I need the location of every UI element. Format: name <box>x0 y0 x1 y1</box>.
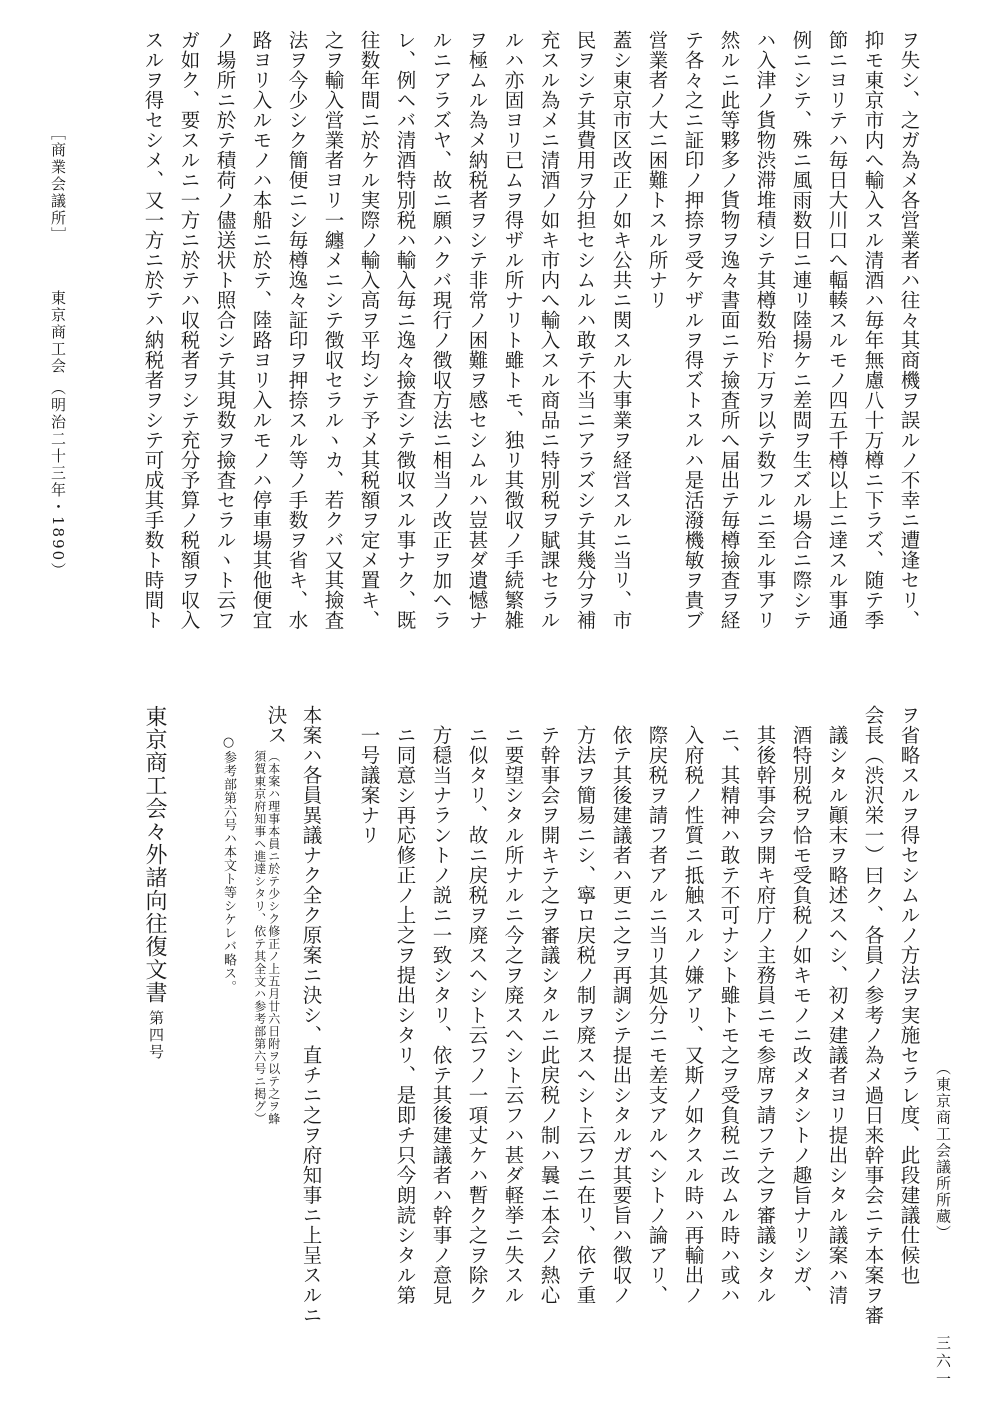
resolution-note-a: （本案ハ理事本員ニ於テ少シク修正ノ上五月廿六日附ヲ以テ之ヲ蜂 <box>266 750 281 1125</box>
lower-column: 依テ其後建議者ハ更ニ之ヲ再調シテ提出シタルガ其要旨ハ徴収ノ <box>609 725 633 1305</box>
upper-column: 充スル為メニ清酒ノ如キ市内へ輸入スル商品ニ特別税ヲ賦課セラル <box>537 30 561 630</box>
header-era: （明治二十三年・1890） <box>49 380 67 580</box>
upper-column: 抑モ東京市内へ輸入スル清酒ハ毎年無慮八十万樽ニ下ラズ、随テ季 <box>861 30 885 630</box>
upper-column: ヲ極ムル為メ納税者ヲシテ非常ノ困難ヲ感セシムルハ豈甚ダ遺憾ナ <box>465 30 489 630</box>
lower-column: ヲ省略スルヲ得セシムルノ方法ヲ実施セラレ度、此段建議仕候也 <box>897 705 921 1285</box>
upper-column: 例ニシテ、殊ニ風雨数日ニ連リ陸揚ケニ差閊ヲ生ズル場合ニ際シテ <box>789 30 813 630</box>
page-number: 三六一 <box>934 1335 952 1389</box>
upper-column: 之ヲ輸入営業者ヨリ一纏メニシテ徴収セラルヽカ、若クバ又其撿査 <box>321 30 345 630</box>
lower-column: 際戻税ヲ請フ者アルニ当リ其処分ニモ差支アルヘシトノ論アリ、 <box>645 725 669 1305</box>
resolution-note-b: 須賀東京府知事ヘ進達シタリ、依テ其全文ハ参考部第六号ニ掲グ） <box>252 750 267 1125</box>
lower-column: ニ同意シ再応修正ノ上之ヲ提出シタリ、是即チ只今朗読シタル第 <box>393 725 417 1305</box>
lower-column: ニ似タリ、故ニ戻税ヲ廃スヘシト云フノ一項丈ケハ暫ク之ヲ除ク <box>465 725 489 1305</box>
section-title: 東京商工会々外諸向往復文書 <box>142 705 167 1004</box>
resolution-main: 決ス <box>264 705 288 745</box>
upper-column: ノ場所ニ於テ積荷ノ儘送状ト照合シテ其現数ヲ撿査セラルヽト云フ <box>213 30 237 630</box>
lower-column: 会長（渋沢栄一）曰ク、各員ノ参考ノ為メ過日来幹事会ニテ本案ヲ審 <box>861 705 885 1325</box>
upper-column: 営業者ノ大ニ困難トスル所ナリ <box>645 30 669 310</box>
lower-column: ニ要望シタル所ナルニ今之ヲ廃スヘシト云フハ甚ダ軽挙ニ失スル <box>501 725 525 1305</box>
header-category: ［商業会議所］ <box>49 125 67 244</box>
upper-column: ルニアラズヤ、故ニ願ハクバ現行ノ徴収方法ニ相当ノ改正ヲ加ヘラ <box>429 30 453 630</box>
upper-column: ハ入津ノ貨物渋滞堆積シテ其樽数殆ド万ヲ以テ数フルニ至ル事アリ <box>753 30 777 630</box>
lower-column: 入府税ノ性質ニ抵触スルノ嫌アリ、又斯ノ如クスル時ハ再輸出ノ <box>681 725 705 1305</box>
section-number: 第四号 <box>147 1010 165 1061</box>
lower-column: 方法ヲ簡易ニシ、寧ロ戻税ノ制ヲ廃スヘシト云フニ在リ、依テ重 <box>573 725 597 1305</box>
lower-column: テ幹事会ヲ開キテ之ヲ審議シタルニ此戻税ノ制ハ曩ニ本会ノ熱心 <box>537 725 561 1305</box>
upper-column: 蓋シ東京市区改正ノ如キ公共ニ関スル大事業ヲ経営スルニ当リ、市 <box>609 30 633 630</box>
upper-column: ガ如ク、要スルニ一方ニ於テハ収税者ヲシテ充分予算ノ税額ヲ収入 <box>177 30 201 630</box>
upper-column: レ、例ヘバ清酒特別税ハ輸入毎ニ逸々撿査シテ徴収スル事ナク、既 <box>393 30 417 630</box>
upper-column: 節ニヨリテハ毎日大川口へ輻輳スルモノ四五千樽以上ニ達スル事通 <box>825 30 849 630</box>
upper-column: スルヲ得セシメ、又一方ニ於テハ納税者ヲシテ可成其手数ト時間ト <box>141 30 165 630</box>
upper-column: ヲ失シ、之ガ為メ各営業者ハ往々其商機ヲ誤ルノ不幸ニ遭逢セリ、 <box>897 30 921 630</box>
upper-column: ルハ亦固ヨリ已ムヲ得ザル所ナリト雖トモ、独リ其徴収ノ手続繁雑 <box>501 30 525 630</box>
resolution-line: 本案ハ各員異議ナク全ク原案ニ決シ、直チニ之ヲ府知事ニ上呈スルニ <box>299 705 323 1325</box>
upper-column: テ各々之ニ証印ノ押捺ヲ受ケザルヲ得ズトスルハ是活潑機敏ヲ貴ブ <box>681 30 705 630</box>
reference-note: ○参考部第六号ハ本文ト等シケレバ略ス。 <box>221 735 236 994</box>
upper-column: 民ヲシテ其費用ヲ分担セシムルハ敢テ不当ニアラズシテ其幾分ヲ補 <box>573 30 597 630</box>
lower-column: 其後幹事会ヲ開キ府庁ノ主務員ニモ参席ヲ請フテ之ヲ審議シタル <box>753 725 777 1305</box>
upper-column: 然ルニ此等夥多ノ貨物ヲ逸々書面ニテ撿査所へ届出テ毎樽撿査ヲ経 <box>717 30 741 630</box>
lower-column: 議シタル顚末ヲ略述スヘシ、初メ建議者ヨリ提出シタル議案ハ清 <box>825 725 849 1305</box>
lower-column: 方穏当ナラントノ説ニ一致シタリ、依テ其後建議者ハ幹事ノ意見 <box>429 725 453 1305</box>
lower-column: 一号議案ナリ <box>357 725 381 845</box>
lower-column: 酒特別税ヲ恰モ受負税ノ如キモノニ改メタシトノ趣旨ナリシガ、 <box>789 725 813 1305</box>
source-note: （東京商工会議所所蔵） <box>934 1060 952 1242</box>
upper-column: 路ヨリ入ルモノハ本船ニ於テ、陸路ヨリ入ルモノハ停車場其他便宜 <box>249 30 273 630</box>
upper-column: 法ヲ今少シク簡便ニシ毎樽逸々証印ヲ押捺スル等ノ手数ヲ省キ、水 <box>285 30 309 630</box>
lower-column: ニ、其精神ハ敢テ不可ナシト雖トモ之ヲ受負税ニ改ムル時ハ或ハ <box>717 725 741 1305</box>
upper-column: 往数年間ニ於ケル実際ノ輸入高ヲ平均シテ予メ其税額ヲ定メ置キ、 <box>357 30 381 630</box>
header-org: 東京商工会 <box>49 290 67 375</box>
